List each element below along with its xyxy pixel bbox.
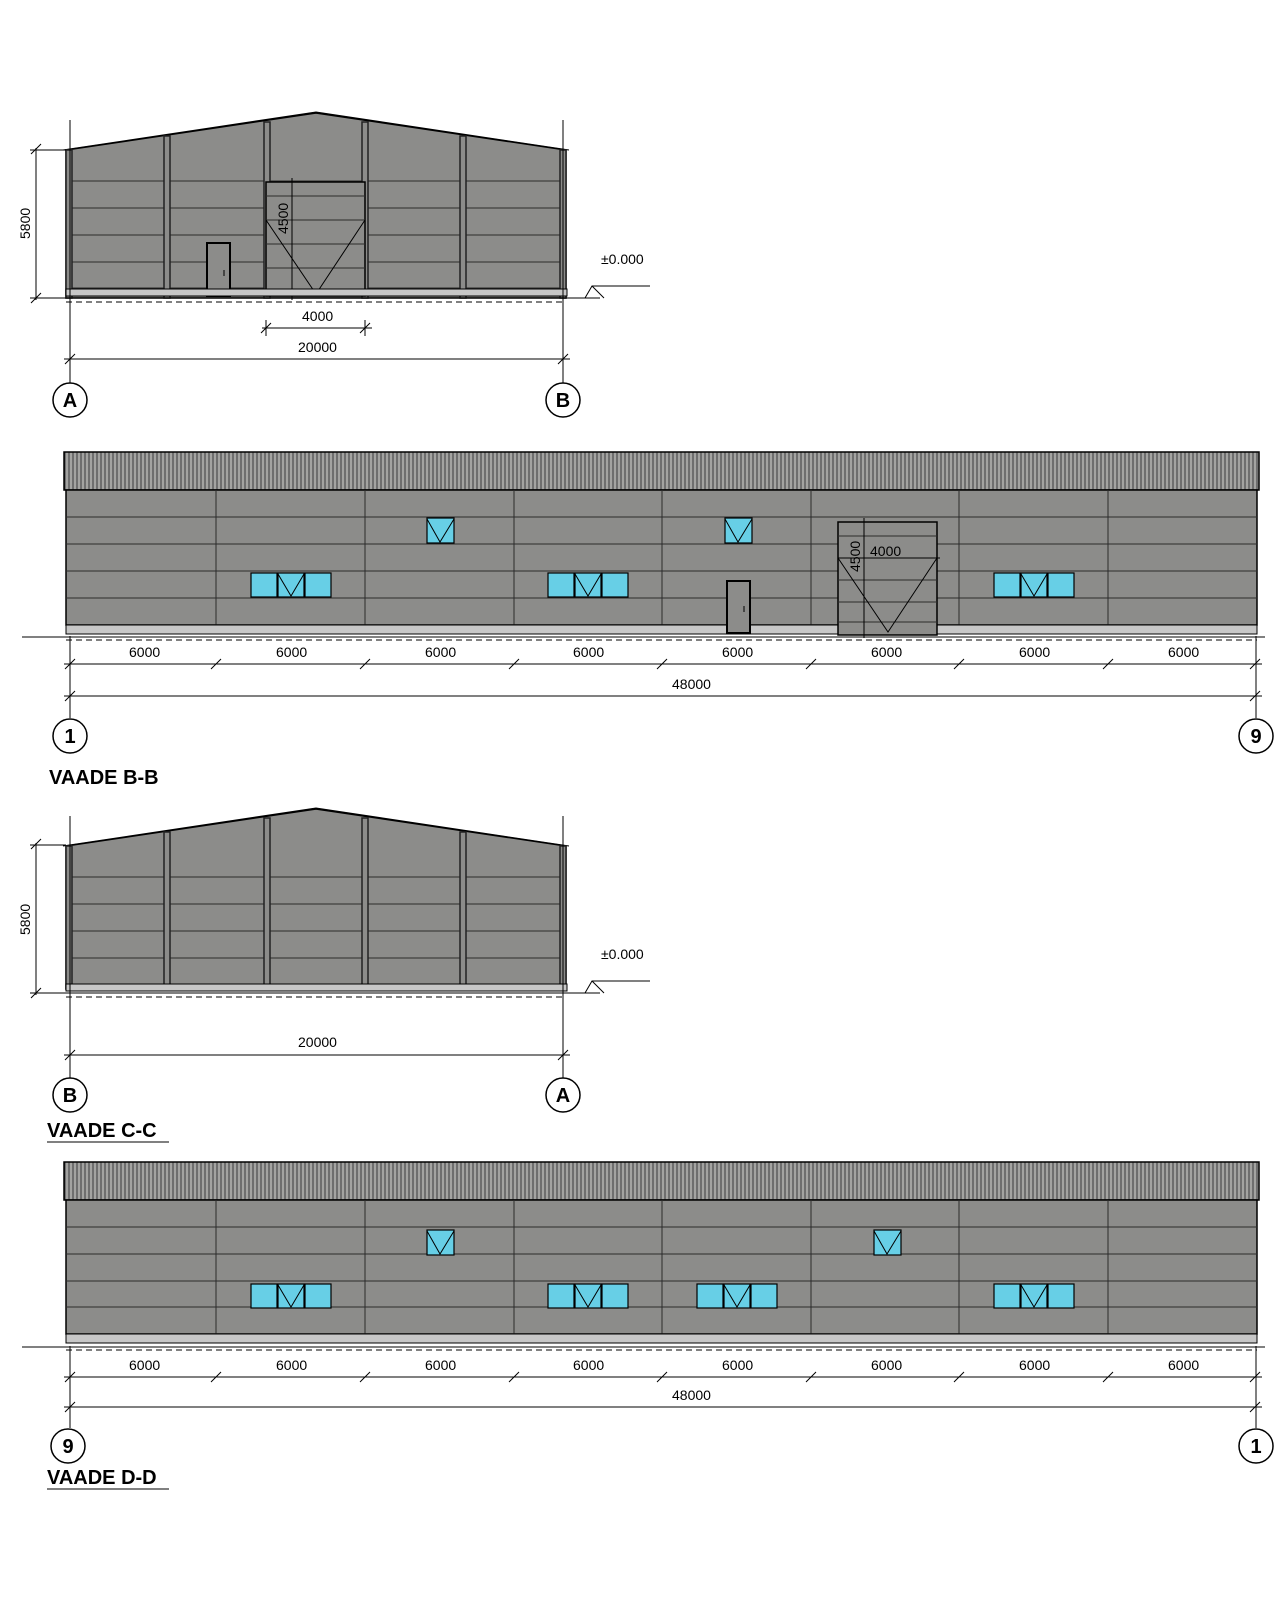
svg-text:5800: 5800 (17, 903, 33, 935)
svg-text:20000: 20000 (298, 339, 337, 355)
svg-text:48000: 48000 (672, 1387, 711, 1403)
svg-text:B: B (62, 1085, 78, 1107)
view-title-d-d: VAADE D-D (47, 1467, 157, 1489)
plinth (66, 1334, 1257, 1343)
svg-text:6000: 6000 (722, 1357, 754, 1373)
svg-text:±0.000: ±0.000 (601, 251, 644, 267)
window-triple (251, 573, 331, 597)
window-single (725, 518, 752, 543)
window-triple (994, 573, 1074, 597)
level-mark (585, 946, 650, 993)
plinth (66, 625, 1257, 634)
svg-text:6000: 6000 (573, 1357, 605, 1373)
svg-text:6000: 6000 (573, 644, 605, 660)
bay-dimensions (64, 1357, 1262, 1382)
svg-text:20000: 20000 (298, 1034, 337, 1050)
column (460, 832, 466, 989)
svg-text:6000: 6000 (425, 1357, 457, 1373)
svg-text:4500: 4500 (847, 540, 863, 572)
roof-profile (64, 1162, 1259, 1200)
column (164, 832, 170, 989)
column (164, 136, 170, 298)
door-height-dim: 4500 (275, 202, 291, 234)
svg-text:9: 9 (62, 1436, 74, 1458)
axis-bubble-9 (1239, 719, 1273, 753)
window-single (427, 1230, 454, 1255)
plinth (66, 289, 567, 296)
svg-text:6000: 6000 (276, 1357, 308, 1373)
svg-text:6000: 6000 (722, 644, 754, 660)
plinth (66, 984, 567, 991)
height-dimension (17, 144, 66, 303)
overhead-door (266, 178, 365, 300)
svg-text:A: A (555, 1085, 571, 1107)
gable-wall (66, 809, 566, 989)
end-elevation-c-c (17, 808, 650, 1142)
roof-profile (64, 452, 1259, 490)
svg-text:1: 1 (64, 726, 76, 748)
column (362, 818, 368, 989)
axis-bubble-b (546, 383, 580, 417)
view-title-b-b: VAADE B-B (49, 767, 159, 789)
svg-text:6000: 6000 (276, 644, 308, 660)
axis-bubble-1 (1239, 1429, 1273, 1463)
overall-dimension (64, 339, 570, 364)
axis-bubble-a (53, 383, 87, 417)
column (66, 846, 72, 989)
window-triple (994, 1284, 1074, 1308)
bay-dimensions (64, 644, 1262, 669)
window-single (427, 518, 454, 543)
long-elevation-d-d (22, 1162, 1273, 1489)
svg-text:6000: 6000 (871, 644, 903, 660)
svg-text:48000: 48000 (672, 676, 711, 692)
end-elevation-a-b (17, 112, 650, 417)
window-triple (548, 573, 628, 597)
svg-text:6000: 6000 (1019, 1357, 1051, 1373)
svg-text:±0.000: ±0.000 (601, 946, 644, 962)
axis-bubble-9 (51, 1429, 85, 1463)
svg-text:4000: 4000 (302, 308, 334, 324)
height-dimension (17, 839, 66, 998)
door-width-dimension (261, 308, 372, 336)
window-triple (251, 1284, 331, 1308)
personnel-door (727, 581, 750, 633)
svg-text:4000: 4000 (870, 543, 902, 559)
overall-dimension (64, 1034, 570, 1060)
svg-text:1: 1 (1250, 1436, 1262, 1458)
long-elevation-b-b (22, 452, 1273, 789)
height-dim-text: 5800 (17, 207, 33, 239)
column (460, 136, 466, 298)
overall-dimension (64, 1387, 1262, 1412)
level-mark (585, 251, 650, 298)
svg-text:6000: 6000 (1019, 644, 1051, 660)
svg-text:6000: 6000 (1168, 1357, 1200, 1373)
window-single (874, 1230, 901, 1255)
axis-bubble-b (53, 1078, 87, 1112)
svg-text:9: 9 (1250, 726, 1262, 748)
svg-text:6000: 6000 (1168, 644, 1200, 660)
column (264, 818, 270, 989)
svg-text:B: B (555, 390, 571, 412)
svg-text:A: A (62, 390, 78, 412)
svg-text:6000: 6000 (871, 1357, 903, 1373)
svg-text:6000: 6000 (129, 644, 161, 660)
axis-bubble-a (546, 1078, 580, 1112)
overall-dimension (64, 676, 1262, 701)
axis-bubble-1 (53, 719, 87, 753)
svg-text:6000: 6000 (425, 644, 457, 660)
window-triple (548, 1284, 628, 1308)
view-title-c-c: VAADE C-C (47, 1120, 157, 1142)
personnel-door (207, 243, 230, 296)
svg-text:6000: 6000 (129, 1357, 161, 1373)
window-triple (697, 1284, 777, 1308)
column (66, 150, 72, 298)
overhead-door (838, 518, 940, 638)
